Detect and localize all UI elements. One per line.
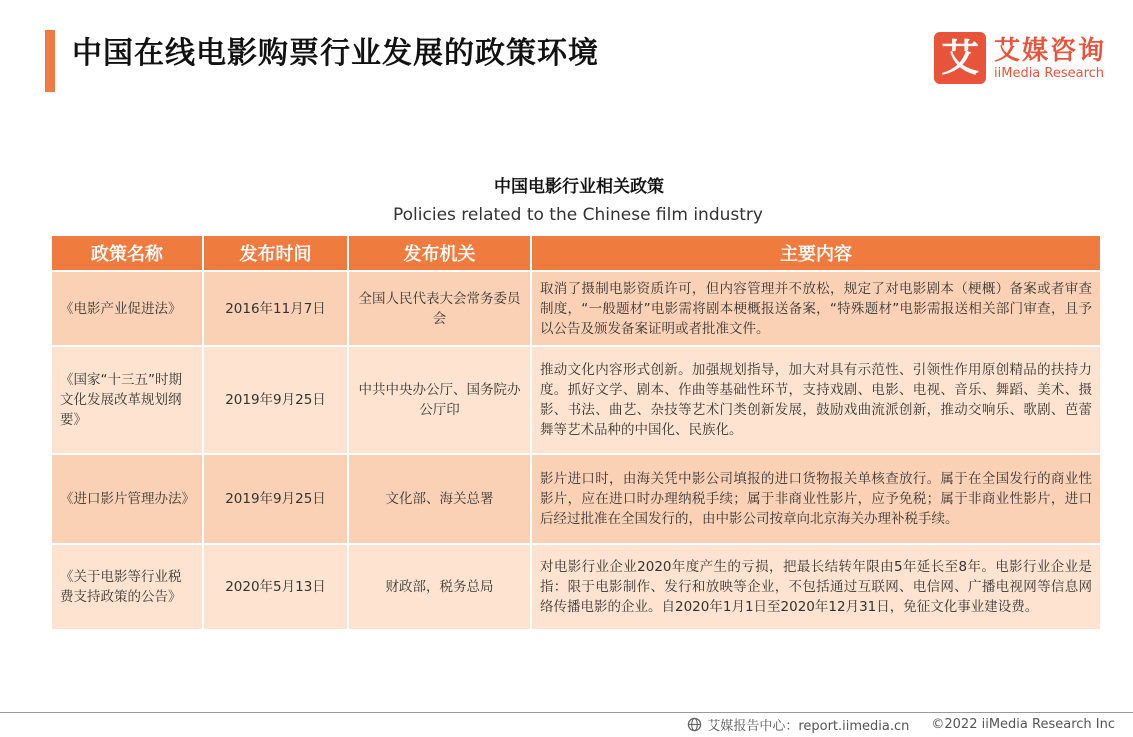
policy-table <box>50 234 1102 631</box>
issuing-authority: 文化部、海关总署 <box>348 454 531 544</box>
policy-name: 《关于电影等行业税费支持政策的公告》 <box>51 544 203 630</box>
title-accent-bar <box>45 30 55 92</box>
release-date: 2020年5月13日 <box>203 544 348 630</box>
header-release-date: 发布时间 <box>203 235 348 271</box>
release-date: 2019年9月25日 <box>203 346 348 454</box>
issuing-authority: 全国人民代表大会常务委员会 <box>348 271 531 346</box>
main-content: 推动文化内容形式创新。加强规划指导，加大对具有示范性、引领性作用原创精品的扶持力度。抓好文学、剧本、作曲等基础性环节，支持戏剧、电影、电视、音乐、舞蹈、美术、摄影、书法、曲艺、杂技等艺术门类创新发展，鼓励戏曲流派创新，推动交响乐、歌剧、芭蕾舞等艺术品种的中国化、民族化。 <box>531 346 1101 454</box>
release-date: 2019年9月25日 <box>203 454 348 544</box>
footer-divider <box>0 712 1133 713</box>
table-row <box>51 271 1101 346</box>
policy-name: 《国家“十三五”时期文化发展改革规划纲要》 <box>51 346 203 454</box>
brand-logo <box>934 32 1124 84</box>
footer-source[interactable]: 艾媒报告中心：report.iimedia.cn <box>707 718 910 734</box>
policy-name: 《进口影片管理办法》 <box>51 454 203 544</box>
logo-mark: 艾 <box>934 32 986 84</box>
header-policy-name: 政策名称 <box>51 235 203 271</box>
table-row <box>51 544 1101 630</box>
main-content: 取消了摄制电影资质许可，但内容管理并不放松，规定了对电影剧本（梗概）备案或者审查制度，“一般题材”电影需将剧本梗概报送备案，“特殊题材”电影需报送相关部门审查，且予以公告及颁发备案证明或者批准文件。 <box>531 271 1101 346</box>
main-content: 对电影行业企业2020年度产生的亏损，把最长结转年限由5年延长至8年。电影行业企业是指：限于电影制作、发行和放映等企业，不包括通过互联网、电信网、广播电视网等信息网络传播电影的企业。自2020年1月1日至2020年12月31日，免征文化事业建设费。 <box>531 544 1101 630</box>
issuing-authority: 财政部，税务总局 <box>348 544 531 630</box>
table-header-row <box>51 235 1101 271</box>
issuing-authority: 中共中央办公厅、国务院办公厅印 <box>348 346 531 454</box>
globe-icon <box>687 717 702 732</box>
main-content: 影片进口时，由海关凭中影公司填报的进口货物报关单核查放行。属于在全国发行的商业性影片，应在进口时办理纳税手续；属于非商业性影片，应予免税；属于非商业性影片，进口后经过批准在全国发行的，由中影公司按章向北京海关办理补税手续。 <box>531 454 1101 544</box>
logo-name-cn: 艾媒咨询 <box>994 36 1107 66</box>
release-date: 2016年11月7日 <box>203 271 348 346</box>
footer <box>687 714 1115 734</box>
page-title: 中国在线电影购票行业发展的政策环境 <box>72 36 599 71</box>
header-issuing-authority: 发布机关 <box>348 235 531 271</box>
table-title: 中国电影行业相关政策 <box>494 177 664 197</box>
policy-name: 《电影产业促进法》 <box>51 271 203 346</box>
table-row <box>51 346 1101 454</box>
header-main-content: 主要内容 <box>531 235 1101 271</box>
table-row <box>51 454 1101 544</box>
footer-copyright: ©2022 iiMedia Research Inc <box>931 716 1115 732</box>
table-subtitle: Policies related to the Chinese film industry <box>393 205 763 225</box>
logo-name-en: iiMedia Research <box>994 66 1105 81</box>
